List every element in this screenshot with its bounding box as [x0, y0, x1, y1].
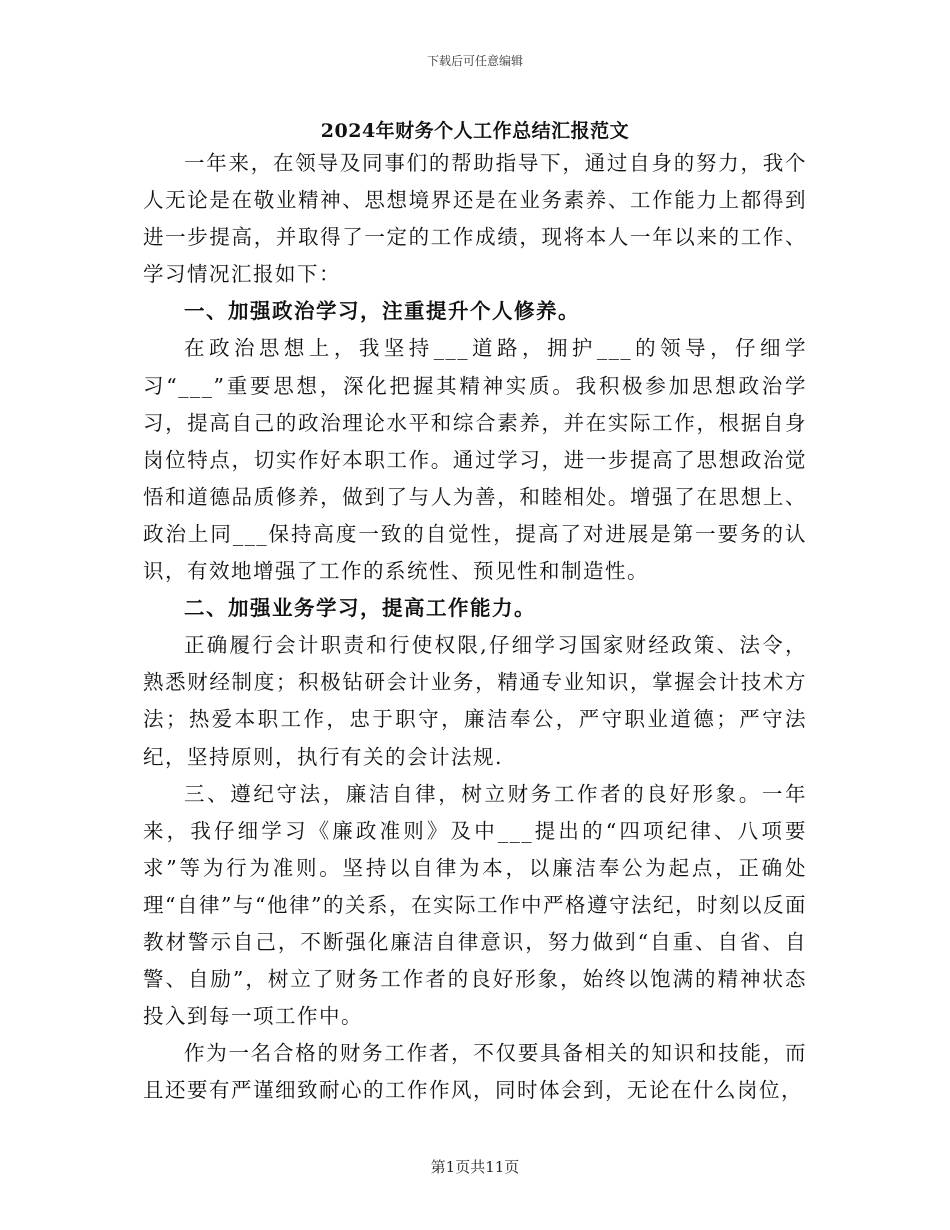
- section-1-paragraph: 在政治思想上，我坚持___道路，拥护___的领导，仔细学习“___”重要思想，深化把握其精神实质。我积极参加思想政治学习，提高自己的政治理论水平和综合素养，并在实际工作，根据自身岗位特点，切实作好本职工作。通过学习，进一步提高了思想政治觉悟和道德品质修养，做到了与人为善，和睦相处。增强了在思想上、政治上同___保持高度一致的自觉性，提高了对进展是第一要务的认识，有效地增强了工作的系统性、预见性和制造性。: [143, 336, 807, 584]
- header-note: 下载后可任意编辑: [426, 54, 523, 68]
- section-3-paragraph: 三、遵纪守法，廉洁自律，树立财务工作者的良好形象。一年来，我仔细学习《廉政准则》及中___提出的“四项纪律、八项要求”等为行为准则。坚持以自律为本，以廉洁奉公为起点，正确处理“自律”与“他律”的关系，在实际工作中严格遵守法纪，时刻以反面教材警示自己，不断强化廉洁自律意识，努力做到“自重、自省、自警、自励”，树立了财务工作者的良好形象，始终以饱满的精神状态投入到每一项工作中。: [143, 781, 807, 1029]
- document-body: [143, 145, 807, 1109]
- document-title: 2024年财务个人工作总结汇报范文: [320, 120, 630, 142]
- section-2-paragraph: 正确履行会计职责和行使权限,仔细学习国家财经政策、法令，熟悉财经制度；积极钻研会计业务，精通专业知识，掌握会计技术方法；热爱本职工作，忠于职守，廉洁奉公，严守职业道德；严守法纪，坚持原则，执行有关的会计法规.: [143, 633, 807, 769]
- section-heading-1: 一、加强政治学习，注重提升个人修养。: [184, 299, 580, 324]
- closing-paragraph: 作为一名合格的财务工作者，不仅要具备相关的知识和技能，而且还要有严谨细致耐心的工作作风，同时体会到，无论在什么岗位，: [143, 1041, 807, 1103]
- intro-paragraph: 一年来，在领导及同事们的帮助指导下，通过自身的努力，我个人无论是在敬业精神、思想境界还是在业务素养、工作能力上都得到进一步提高，并取得了一定的工作成绩，现将本人一年以来的工作、学习情况汇报如下：: [143, 151, 807, 287]
- page-number-footer: 第1页共11页: [430, 1158, 520, 1176]
- section-heading-2: 二、加强业务学习，提高工作能力。: [184, 596, 536, 621]
